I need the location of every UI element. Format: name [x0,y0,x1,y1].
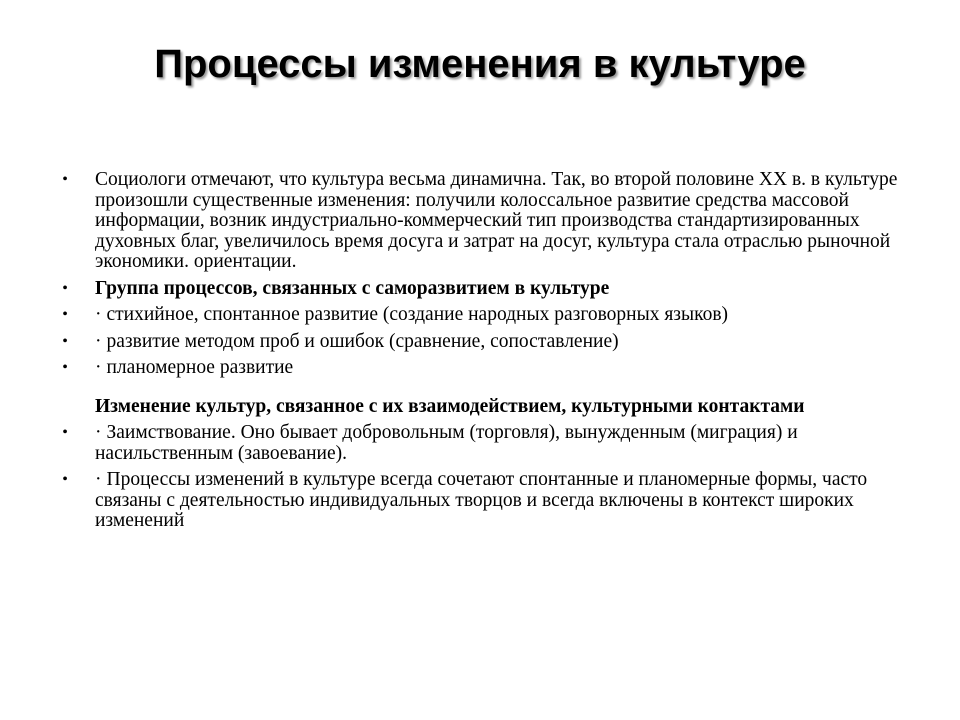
slide-title: Процессы изменения в культуре [154,42,806,86]
bullet-icon: • [62,359,68,376]
middle-dot-icon: · [95,330,102,352]
bullet-text: Заимствование. Оно бывает добровольным (торговля), вынужденным (миграция) и насильственным (завоевание). [95,422,798,464]
middle-dot-icon: · [95,469,102,490]
bullet-text: развитие методом проб и ошибок (сравнение, сопоставление) [106,330,619,352]
bullet-icon: • [62,424,68,441]
bullet-item-borrowing [58,423,908,464]
bullet-text: Процессы изменений в культуре всегда сочетают спонтанные и планомерные формы, часто связаны с деятельностью индивидуальных творцов и всегда включены в контекст широких изменений [95,469,868,531]
bullet-icon: • [62,471,68,488]
bullet-text: стихийное, спонтанное развитие (создание народных разговорных языков) [106,304,729,325]
bullet-icon: • [62,306,68,323]
bullet-text: Социологи отмечают, что культура весьма динамична. Так, во второй половине XX в. в культуре произошли существенные изменения: получили колоссальное развитие средства массовой информации, возник индустриально-коммерческий тип производства стандартизированных духовных благ, увеличилось время досуга и затрат на досуг, культура стала отраслью рыночной экономики. ориентации. [95,169,898,272]
bullet-icon: • [62,171,68,188]
slide-content [58,170,908,538]
bullet-item-intro [58,170,908,273]
bullet-text: Группа процессов, связанных с саморазвитием в культуре [95,277,610,299]
bullet-item-planned [58,358,908,379]
bullet-item-spontaneous [58,305,908,326]
section-heading-text: Изменение культур, связанное с их взаимодействием, культурными контактами [95,395,805,417]
middle-dot-icon: · [95,357,102,378]
bullet-text: планомерное развитие [106,357,294,378]
middle-dot-icon: · [95,304,102,325]
bullet-icon: • [62,279,68,297]
section-heading-interaction [58,397,908,418]
bullet-item-change-processes [58,470,908,532]
middle-dot-icon: · [95,422,102,443]
bullet-item-trial-error [58,332,908,353]
bullet-item-self-development-heading [58,279,908,300]
bullet-icon: • [62,332,68,350]
